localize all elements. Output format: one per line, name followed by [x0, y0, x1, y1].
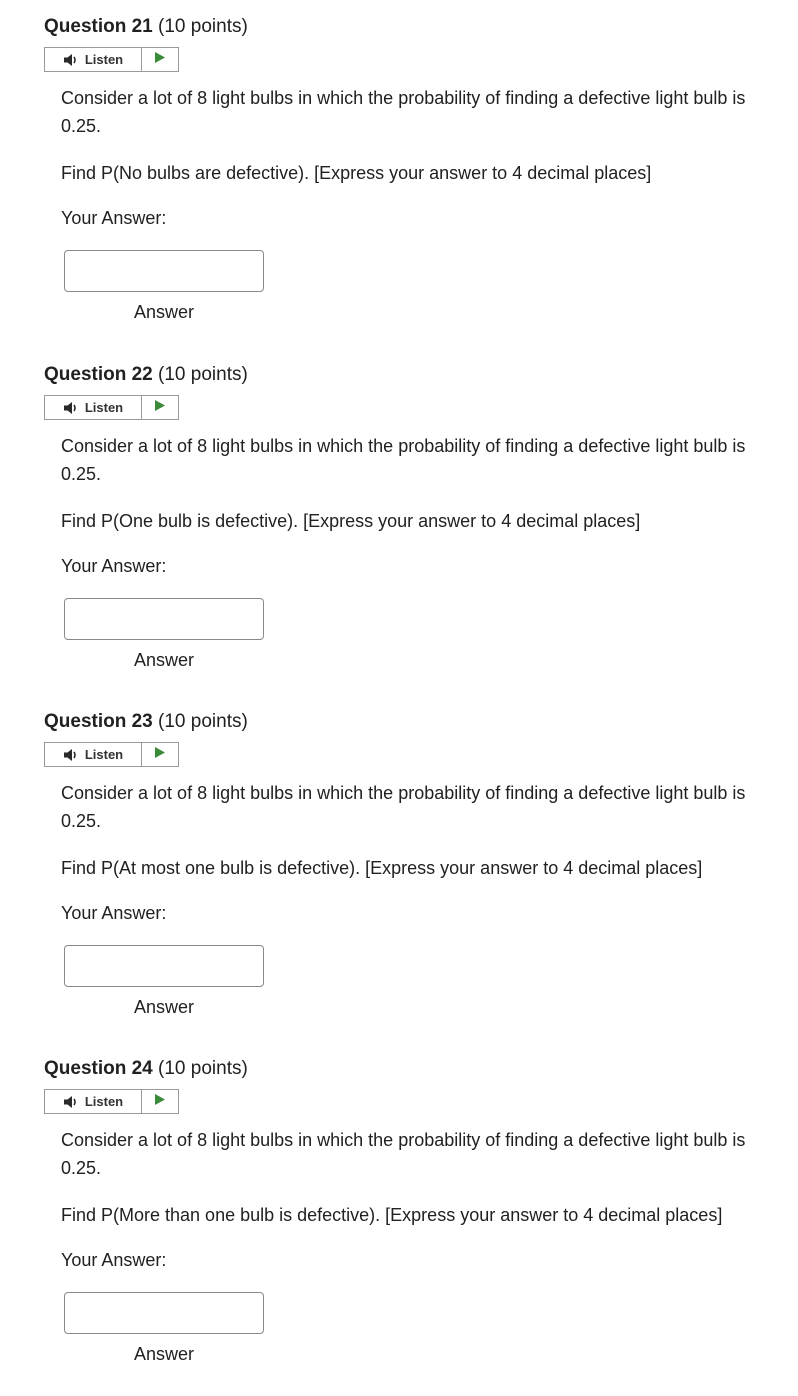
speaker-icon [63, 748, 81, 762]
question-text [61, 1126, 781, 1182]
question-prompt: Find P(More than one bulb is defective). [Express your answer to 4 decimal places] [61, 1205, 723, 1225]
listen-button[interactable] [45, 48, 142, 71]
question-21 [0, 0, 798, 347]
listen-label: Listen [84, 747, 124, 762]
question-body: Consider a lot of 8 light bulbs in which the probability of finding a defective light bulb is 0.25. [61, 1130, 746, 1178]
listen-label: Listen [84, 1094, 124, 1109]
listen-label: Listen [84, 400, 124, 415]
play-button[interactable] [142, 396, 178, 419]
play-icon [154, 51, 166, 69]
play-button[interactable] [142, 1090, 178, 1113]
question-prompt: Find P(One bulb is defective). [Express your answer to 4 decimal places] [61, 511, 641, 531]
play-button[interactable] [142, 48, 178, 71]
answer-caption: Answer [133, 997, 195, 1017]
answer-caption: Answer [133, 302, 195, 322]
question-24 [0, 1042, 798, 1389]
question-label: Question 22 [44, 364, 153, 385]
play-button[interactable] [142, 743, 178, 766]
question-label: Question 21 [44, 16, 153, 37]
listen-button[interactable] [45, 743, 142, 766]
question-points: (10 points) [158, 711, 248, 732]
listen-widget [44, 395, 179, 420]
question-text [61, 779, 781, 835]
your-answer-label: Your Answer: [61, 208, 167, 228]
answer-input[interactable] [64, 1292, 264, 1334]
question-label: Question 23 [44, 711, 153, 732]
question-body: Consider a lot of 8 light bulbs in which the probability of finding a defective light bulb is 0.25. [61, 783, 746, 831]
answer-input[interactable] [64, 945, 264, 987]
question-title [44, 14, 248, 40]
question-points: (10 points) [158, 1058, 248, 1079]
your-answer-label: Your Answer: [61, 903, 167, 923]
play-icon [154, 1093, 166, 1111]
question-text [61, 432, 781, 488]
question-23 [0, 695, 798, 1042]
listen-widget [44, 1089, 179, 1114]
question-points: (10 points) [158, 16, 248, 37]
answer-caption: Answer [133, 650, 195, 670]
question-points: (10 points) [158, 364, 248, 385]
listen-button[interactable] [45, 396, 142, 419]
question-22 [0, 348, 798, 695]
speaker-icon [63, 53, 81, 67]
question-label: Question 24 [44, 1058, 153, 1079]
answer-input[interactable] [64, 250, 264, 292]
listen-widget [44, 47, 179, 72]
listen-label: Listen [84, 52, 124, 67]
question-title [44, 709, 248, 735]
question-body: Consider a lot of 8 light bulbs in which the probability of finding a defective light bulb is 0.25. [61, 88, 746, 136]
your-answer-label: Your Answer: [61, 556, 167, 576]
question-text [61, 84, 781, 140]
your-answer-label: Your Answer: [61, 1250, 167, 1270]
question-title [44, 1056, 248, 1082]
question-prompt: Find P(No bulbs are defective). [Express your answer to 4 decimal places] [61, 163, 652, 183]
question-body: Consider a lot of 8 light bulbs in which the probability of finding a defective light bulb is 0.25. [61, 436, 746, 484]
question-title [44, 362, 248, 388]
play-icon [154, 746, 166, 764]
speaker-icon [63, 401, 81, 415]
speaker-icon [63, 1095, 81, 1109]
listen-widget [44, 742, 179, 767]
play-icon [154, 399, 166, 417]
answer-caption: Answer [133, 1344, 195, 1364]
answer-input[interactable] [64, 598, 264, 640]
question-prompt: Find P(At most one bulb is defective). [Express your answer to 4 decimal places] [61, 858, 703, 878]
listen-button[interactable] [45, 1090, 142, 1113]
